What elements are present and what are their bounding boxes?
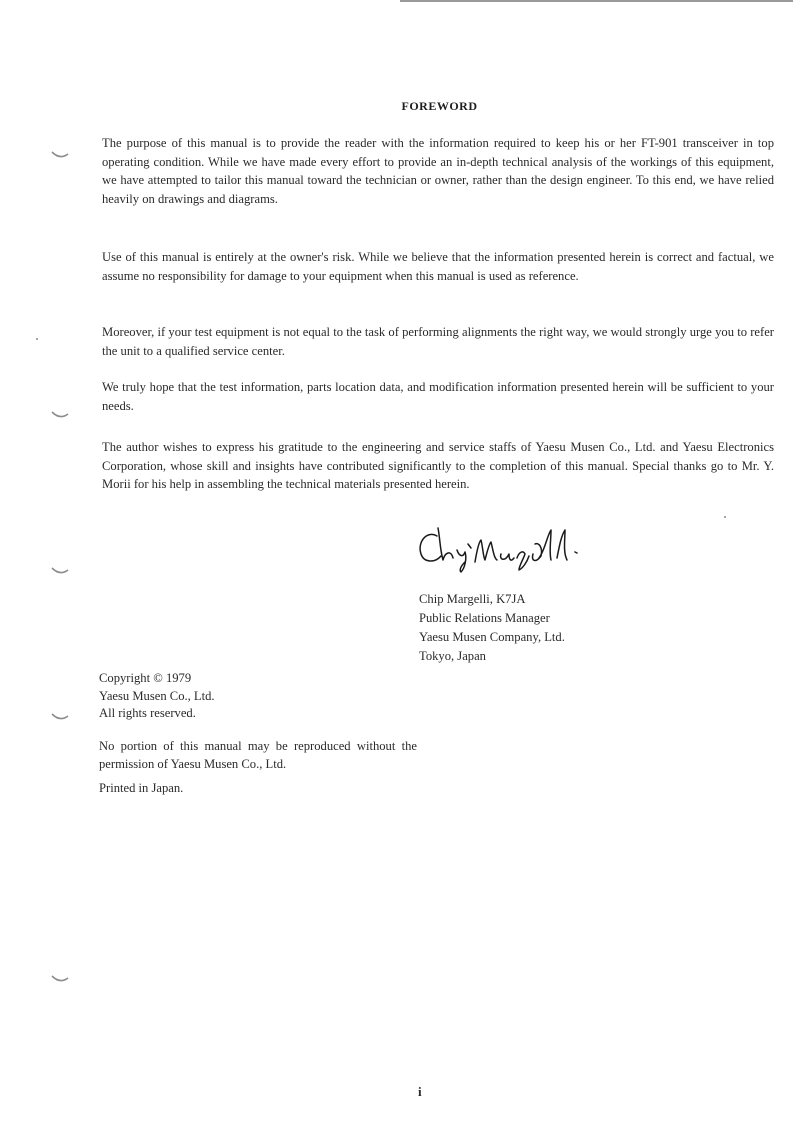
handwritten-signature xyxy=(415,522,615,574)
binder-hole-mark-icon xyxy=(50,712,70,722)
copyright-holder: Yaesu Musen Co., Ltd. xyxy=(99,688,215,703)
paper-speck xyxy=(36,338,38,340)
signer-location: Tokyo, Japan xyxy=(419,649,486,663)
foreword-paragraph-test-equipment: Moreover, if your test equipment is not equal to the task of performing alignments the right way, we would strongly urge you to refer the unit to a qualified service center. xyxy=(102,325,774,358)
signer-company: Yaesu Musen Company, Ltd. xyxy=(419,630,565,644)
binder-hole-mark-icon xyxy=(50,974,70,984)
paper-speck xyxy=(724,516,726,518)
foreword-paragraph-acknowledgements: The author wishes to express his gratitude to the engineering and service staffs of Yaesu Musen Co., Ltd. and Yaesu Electronics Corporation, whose skill and insights have contributed significantly to the completion of this manual. Special thanks go to Mr. Y. Morii for his help in assembling the technical materials presented herein. xyxy=(102,440,774,491)
printed-in-label: Printed in Japan. xyxy=(99,781,184,795)
copyright-block xyxy=(99,670,215,723)
rights-reserved: All rights reserved. xyxy=(99,706,196,720)
binder-hole-mark-icon xyxy=(50,566,70,576)
binder-hole-mark-icon xyxy=(50,410,70,420)
signer-name: Chip Margelli, K7JA xyxy=(419,592,526,606)
page-title: FOREWORD xyxy=(401,99,478,113)
copyright-line: Copyright © 1979 xyxy=(99,671,192,685)
foreword-paragraph-hope: We truly hope that the test information, parts location data, and modification information presented herein will be sufficient to your needs. xyxy=(102,380,774,413)
signer-title: Public Relations Manager xyxy=(419,611,550,625)
foreword-paragraph-purpose: The purpose of this manual is to provide the reader with the information required to keep his or her FT-901 transceiver in top operating condition. While we have made every effort to provide an in-depth technical analysis of the workings of this equipment, we have attempted to tailor this manual toward the technician or owner, rather than the design engineer. To this end, we have relied heavily on drawings and diagrams. xyxy=(102,136,774,206)
page-number: i xyxy=(418,1084,422,1099)
reproduction-notice: No portion of this manual may be reproduced without the permission of Yaesu Musen Co., Ltd. xyxy=(99,739,417,771)
top-edge-rule xyxy=(400,0,793,2)
foreword-paragraph-risk: Use of this manual is entirely at the owner's risk. While we believe that the information presented herein is correct and factual, we assume no responsibility for damage to your equipment when this manual is used as reference. xyxy=(102,250,774,283)
binder-hole-mark-icon xyxy=(50,150,70,160)
signature-block xyxy=(419,590,565,666)
